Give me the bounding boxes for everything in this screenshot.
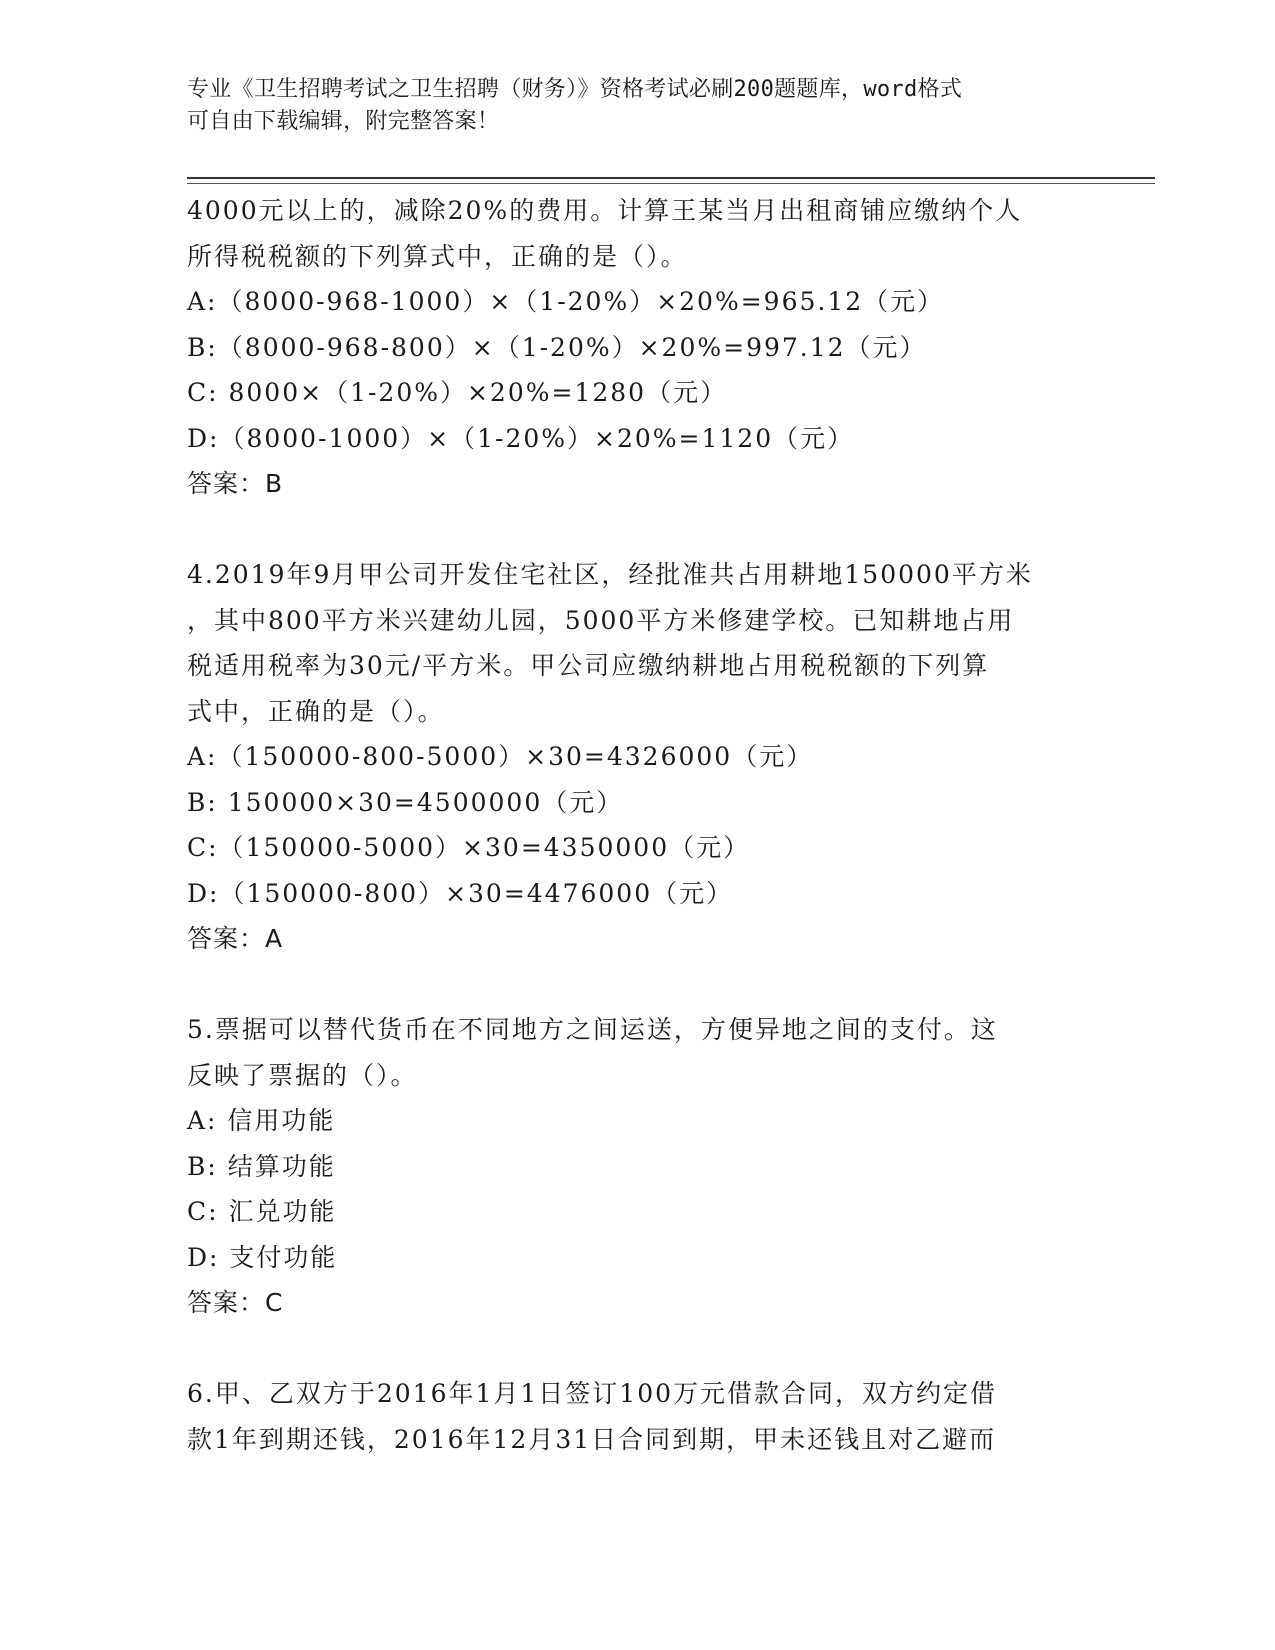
option-a: A: 信用功能 [187,1106,336,1135]
option-d: D:（150000-800）×30=4476000（元） [187,878,734,908]
header-title-line-1: 专业《卫生招聘考试之卫生招聘（财务）》资格考试必刷200题题库，word格式 [187,77,963,102]
spacer [187,507,1087,553]
question-stem-line: 式中，正确的是（）。 [187,696,445,726]
option-b: B: 结算功能 [187,1151,336,1181]
question-stem-line: 反映了票据的（）。 [187,1060,418,1090]
question-3 [187,188,1087,507]
header-divider-thin [187,183,1155,184]
spacer [187,1326,1087,1372]
option-c: C: 8000×（1-20%）×20%=1280（元） [187,378,728,407]
document-header [187,74,1087,138]
question-stem-line: ，其中800平方米兴建幼儿园，5000平方米修建学校。已知耕地占用 [187,605,1015,635]
option-c: C: 汇兑功能 [187,1197,337,1226]
option-b: B: 150000×30=4500000（元） [187,787,624,817]
question-stem-line: 6.甲、乙双方于2016年1月1日签订100万元借款合同，双方约定借 [187,1379,998,1408]
option-c: C:（150000-5000）×30=4350000（元） [187,833,751,862]
header-divider-thick [187,177,1155,179]
header-title-line-2: 可自由下载编辑，附完整答案！ [187,109,500,134]
option-b: B:（8000-968-800）×（1-20%）×20%=997.12（元） [187,332,927,362]
question-5 [187,1007,1087,1326]
question-stem-line: 款1年到期还钱，2016年12月31日合同到期，甲未还钱且对乙避而 [187,1424,997,1454]
answer-line: 答案：B [187,469,284,498]
answer-line: 答案：A [187,924,284,953]
question-stem-line: 4000元以上的，减除20%的费用。计算王某当月出租商铺应缴纳个人 [187,196,1023,225]
option-a: A:（150000-800-5000）×30=4326000（元） [187,742,814,771]
answer-line: 答案：C [187,1288,284,1317]
question-stem-line: 5.票据可以替代货币在不同地方之间运送，方便异地之间的支付。这 [187,1015,998,1044]
option-a: A:（8000-968-1000）×（1-20%）×20%=965.12（元） [187,287,945,316]
option-d: D:（8000-1000）×（1-20%）×20%=1120（元） [187,423,855,453]
question-stem-line: 税适用税率为30元/平方米。甲公司应缴纳耕地占用税税额的下列算 [187,651,990,680]
spacer [187,962,1087,1008]
option-d: D: 支付功能 [187,1242,338,1272]
question-6 [187,1371,1087,1462]
question-4 [187,552,1087,962]
question-stem-line: 4.2019年9月甲公司开发住宅社区，经批准共占用耕地150000平方米 [187,560,1033,589]
document-body [187,188,1087,1462]
question-stem-line: 所得税税额的下列算式中，正确的是（）。 [187,241,688,271]
